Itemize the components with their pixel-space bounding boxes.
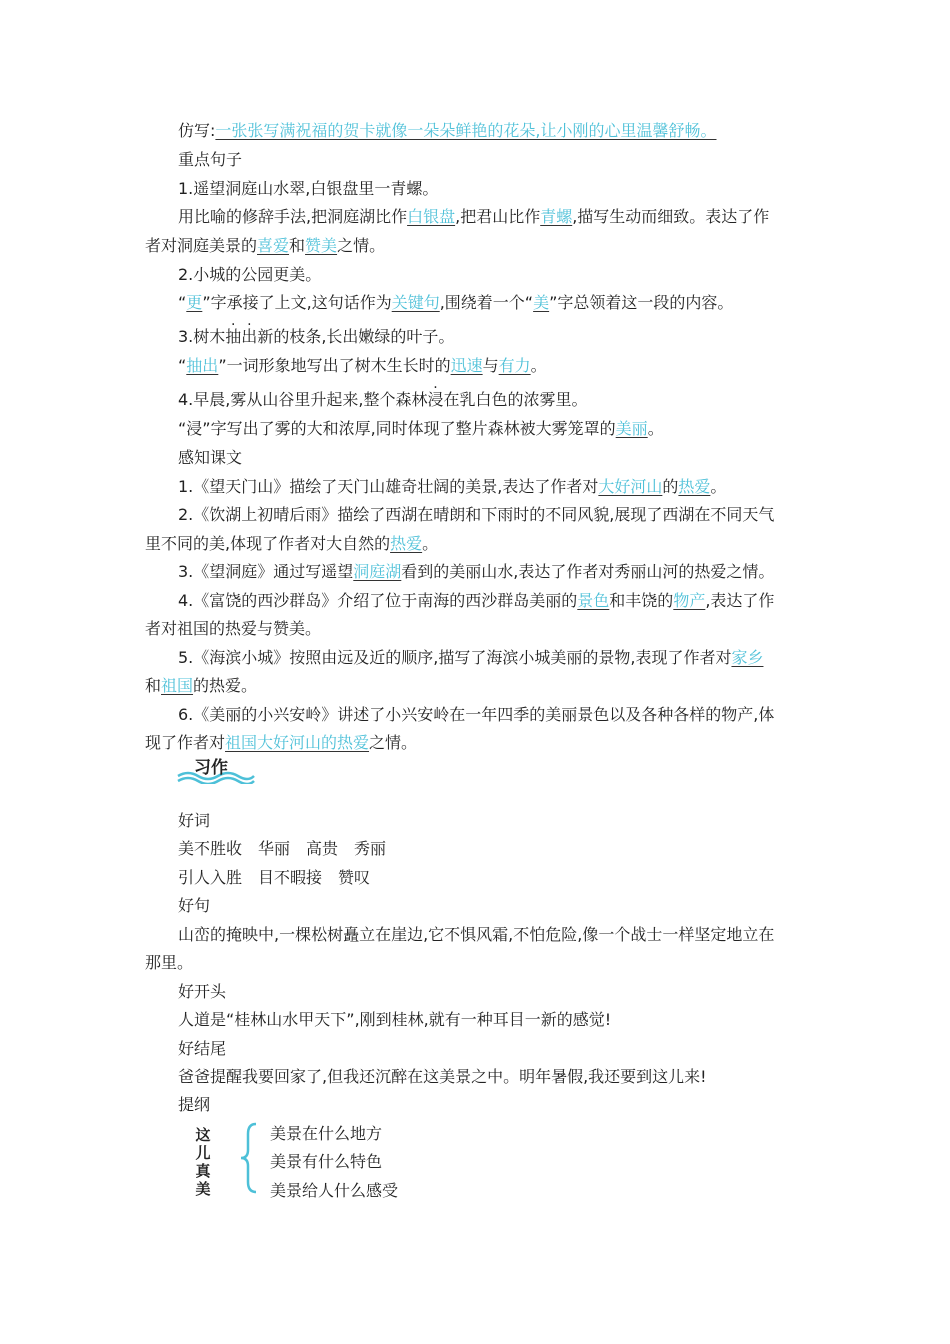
answer-blank: 祖国 (161, 676, 194, 695)
answer-blank: 抽出 (186, 356, 219, 375)
answer-blank: 家乡 (731, 648, 764, 667)
emphasis-char: 抽 (225, 327, 242, 346)
perceive-heading: 感知课文 (178, 448, 243, 467)
emphasis-char: 出 (241, 327, 258, 346)
key-sentence-4-analysis: “浸”字写出了雾的大和浓厚,同时体现了整片森林被大雾笼罩的美丽。 (178, 419, 664, 438)
outline-item: 美景在什么地方 (270, 1124, 383, 1143)
good-sentence-line1: 山峦的掩映中,一棵松树矗立在崖边,它不惧风霜,不怕危险,像一个战士一样坚定地立在 (178, 925, 775, 944)
good-opening-label: 好开头 (178, 982, 227, 1001)
good-sentence-label: 好句 (178, 896, 211, 915)
key-sentence-3-analysis: “抽出”一词形象地写出了树木生长时的迅速与有力。 (178, 356, 547, 375)
perceive-item-2-line1: 2.《饮湖上初晴后雨》描绘了西湖在晴朗和下雨时的不同风貌,展现了西湖在不同天气 (178, 505, 775, 524)
answer-blank: 热爱 (678, 477, 711, 496)
imitation-line (178, 120, 717, 142)
perceive-item-5-line2: 和祖国的热爱。 (145, 676, 258, 695)
outline-title: 这 儿 真 美 (195, 1126, 211, 1198)
key-sentence-4: 4.早晨,雾从山谷里升起来,整个森林浸在乳白色的浓雾里。 (178, 390, 588, 409)
outline-item: 美景给人什么感受 (270, 1181, 399, 1200)
answer-blank: 青螺 (540, 207, 573, 226)
good-ending-text: 爸爸提醒我要回家了,但我还沉醉在这美景之中。明年暑假,我还要到这儿来! (178, 1067, 707, 1086)
good-ending-label: 好结尾 (178, 1039, 227, 1058)
writing-banner (176, 754, 256, 784)
key-sentence-1: 1.遥望洞庭山水翠,白银盘里一青螺。 (178, 179, 439, 198)
good-opening-text: 人道是“桂林山水甲天下”,刚到桂林,就有一种耳目一新的感觉! (178, 1010, 612, 1029)
key-sentence-1-analysis-line1: 用比喻的修辞手法,把洞庭湖比作白银盘,把君山比作青螺,描写生动而细致。表达了作 (178, 207, 770, 226)
answer-blank: 白银盘 (407, 207, 456, 226)
imitation-label: 仿写: (178, 121, 216, 140)
key-sentence-2: 2.小城的公园更美。 (178, 265, 322, 284)
perceive-item-4-line1: 4.《富饶的西沙群岛》介绍了位于南海的西沙群岛美丽的景色和丰饶的物产,表达了作 (178, 591, 775, 610)
perceive-item-6-line2: 现了作者对祖国大好河山的热爱之情。 (145, 733, 418, 752)
key-sentence-3: 3.树木抽出新的枝条,长出嫩绿的叶子。 (178, 327, 455, 346)
answer-blank: 关键句 (391, 293, 440, 312)
good-words-line2: 引人入胜 目不暇接 赞叹 (178, 868, 371, 887)
writing-banner-title: 习作 (194, 758, 228, 778)
answer-blank: 景色 (577, 591, 610, 610)
answer-blank: 迅速 (450, 356, 483, 375)
good-words-line1: 美不胜收 华丽 高贵 秀丽 (178, 839, 387, 858)
good-sentence-line2: 那里。 (145, 953, 194, 972)
perceive-item-6-line1: 6.《美丽的小兴安岭》讲述了小兴安岭在一年四季的美丽景色以及各种各样的物产,体 (178, 705, 775, 724)
answer-blank: 大好河山 (598, 477, 663, 496)
answer-blank: 更 (186, 293, 203, 312)
answer-blank: 美 (533, 293, 550, 312)
perceive-item-2-line2: 里不同的美,体现了作者对大自然的热爱。 (145, 534, 439, 553)
outline-item: 美景有什么特色 (270, 1152, 383, 1171)
key-sentence-2-analysis: “更”字承接了上文,这句话作为关键句,围绕着一个“美”字总领着这一段的内容。 (178, 293, 734, 312)
emphasis-char: 浸 (427, 390, 444, 409)
perceive-item-4-line2: 者对祖国的热爱与赞美。 (145, 619, 322, 638)
answer-blank: 赞美 (305, 236, 338, 255)
key-sentences-heading: 重点句子 (178, 150, 243, 169)
imitation-answer: 一张张写满祝福的贺卡就像一朵朵鲜艳的花朵,让小刚的心里温馨舒畅。 (215, 121, 717, 140)
good-words-label: 好词 (178, 811, 211, 830)
perceive-item-3: 3.《望洞庭》通过写遥望洞庭湖看到的美丽山水,表达了作者对秀丽山河的热爱之情。 (178, 562, 775, 581)
answer-blank: 洞庭湖 (353, 562, 402, 581)
answer-blank: 美丽 (615, 419, 648, 438)
key-sentence-1-analysis-line2: 者对洞庭美景的喜爱和赞美之情。 (145, 236, 386, 255)
perceive-item-5-line1: 5.《海滨小城》按照由远及近的顺序,描写了海滨小城美丽的景物,表现了作者对家乡 (178, 648, 764, 667)
perceive-item-1: 1.《望天门山》描绘了天门山雄奇壮阔的美景,表达了作者对大好河山的热爱。 (178, 477, 727, 496)
answer-blank: 热爱 (390, 534, 423, 553)
answer-blank: 有力 (498, 356, 531, 375)
curly-brace-icon (238, 1122, 260, 1194)
answer-blank: 喜爱 (257, 236, 290, 255)
outline-label: 提纲 (178, 1095, 211, 1114)
answer-blank: 物产 (673, 591, 706, 610)
answer-blank: 祖国大好河山的热爱 (225, 733, 370, 752)
